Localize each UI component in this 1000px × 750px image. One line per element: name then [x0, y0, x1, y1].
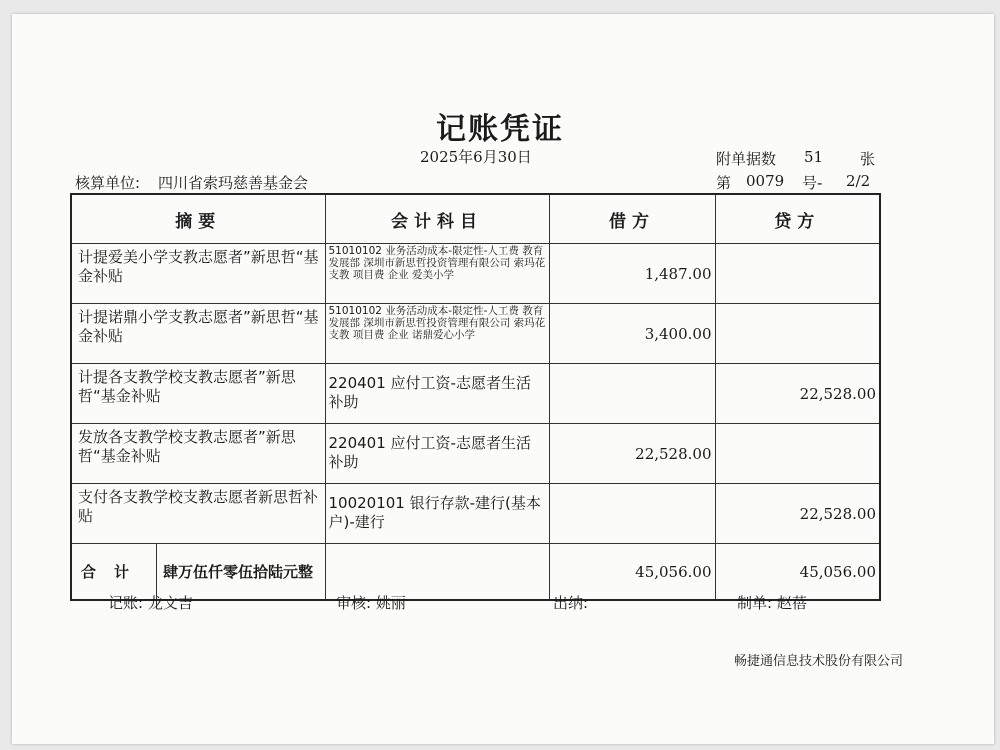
- header-account: 会计科目: [325, 194, 549, 244]
- row-account: [325, 364, 549, 424]
- row-summary: 发放各支教学校支教志愿者”新思哲“基金补贴: [71, 424, 325, 484]
- total-credit: 45,056.00: [715, 544, 880, 601]
- header-credit: 贷方: [715, 194, 880, 244]
- row-summary: 支付各支教学校支教志愿者新思哲补贴: [71, 484, 325, 544]
- total-amount-words: [157, 544, 325, 599]
- row-credit: 22,528.00: [715, 364, 880, 424]
- row-summary: 计提诺鼎小学支教志愿者”新思哲“基金补贴: [71, 304, 325, 364]
- row-account: [325, 484, 549, 544]
- table-header-row: [71, 194, 880, 244]
- table-row: [71, 304, 880, 364]
- row-debit: [549, 364, 715, 424]
- row-credit: [715, 304, 880, 364]
- row-debit: 1,487.00: [549, 244, 715, 304]
- cashier-signature: 出纳:: [553, 594, 589, 612]
- voucher-number-prefix: 第: [716, 174, 732, 192]
- row-account: [325, 424, 549, 484]
- total-amount-words-text: 肆万伍仟零伍拾陆元整: [163, 563, 314, 581]
- table-row: [71, 244, 880, 304]
- row-credit: [715, 244, 880, 304]
- row-account-text: 51010102 业务活动成本-限定性-人工费 教育发展部 深圳市新思哲投资管理有限公司 索玛花支教 项目费 企业 爱美小学: [328, 245, 546, 281]
- voucher-page: 2/2: [846, 172, 871, 190]
- row-account: [325, 244, 549, 304]
- attachments-unit: 张: [860, 150, 876, 168]
- row-credit: [715, 424, 880, 484]
- accounting-unit-value: 四川省索玛慈善基金会: [158, 174, 309, 192]
- row-account-text: 10020101 银行存款-建行(基本户)-建行: [328, 494, 541, 531]
- row-account: [325, 304, 549, 364]
- row-credit: 22,528.00: [715, 484, 880, 544]
- voucher-title: 记账凭证: [436, 112, 564, 147]
- table-row: [71, 484, 880, 544]
- row-debit: [549, 484, 715, 544]
- row-summary: 计提爱美小学支教志愿者”新思哲“基金补贴: [71, 244, 325, 304]
- total-label: 合计: [72, 544, 157, 599]
- table-row: [71, 424, 880, 484]
- reviewer-signature: 审核: 姚丽: [336, 594, 406, 612]
- row-account-text: 220401 应付工资-志愿者生活补助: [328, 434, 531, 471]
- row-debit: 22,528.00: [549, 424, 715, 484]
- accounting-unit-label: 核算单位:: [75, 174, 141, 192]
- row-account-text: 220401 应付工资-志愿者生活补助: [328, 374, 531, 411]
- voucher-number-suffix: 号-: [802, 174, 823, 192]
- header-debit: 借方: [549, 194, 715, 244]
- row-debit: 3,400.00: [549, 304, 715, 364]
- voucher-table: [70, 193, 881, 601]
- attachments-count: 51: [804, 148, 824, 166]
- preparer-signature: 制单: 赵蓓: [737, 594, 807, 612]
- row-summary: 计提各支教学校支教志愿者”新思哲“基金补贴: [71, 364, 325, 424]
- header-summary: 摘要: [71, 194, 325, 244]
- table-row: [71, 364, 880, 424]
- total-debit: 45,056.00: [549, 544, 715, 601]
- attachments-label: 附单据数: [716, 150, 777, 168]
- row-account-text: 51010102 业务活动成本-限定性-人工费 教育发展部 深圳市新思哲投资管理有限公司 索玛花支教 项目费 企业 诺鼎爱心小学: [328, 305, 546, 341]
- voucher-date: 2025年6月30日: [420, 148, 532, 166]
- bookkeeper-signature: 记账: 龙文吉: [108, 594, 193, 612]
- software-company: 畅捷通信息技术股份有限公司: [734, 654, 904, 669]
- voucher-number: 0079: [746, 172, 785, 190]
